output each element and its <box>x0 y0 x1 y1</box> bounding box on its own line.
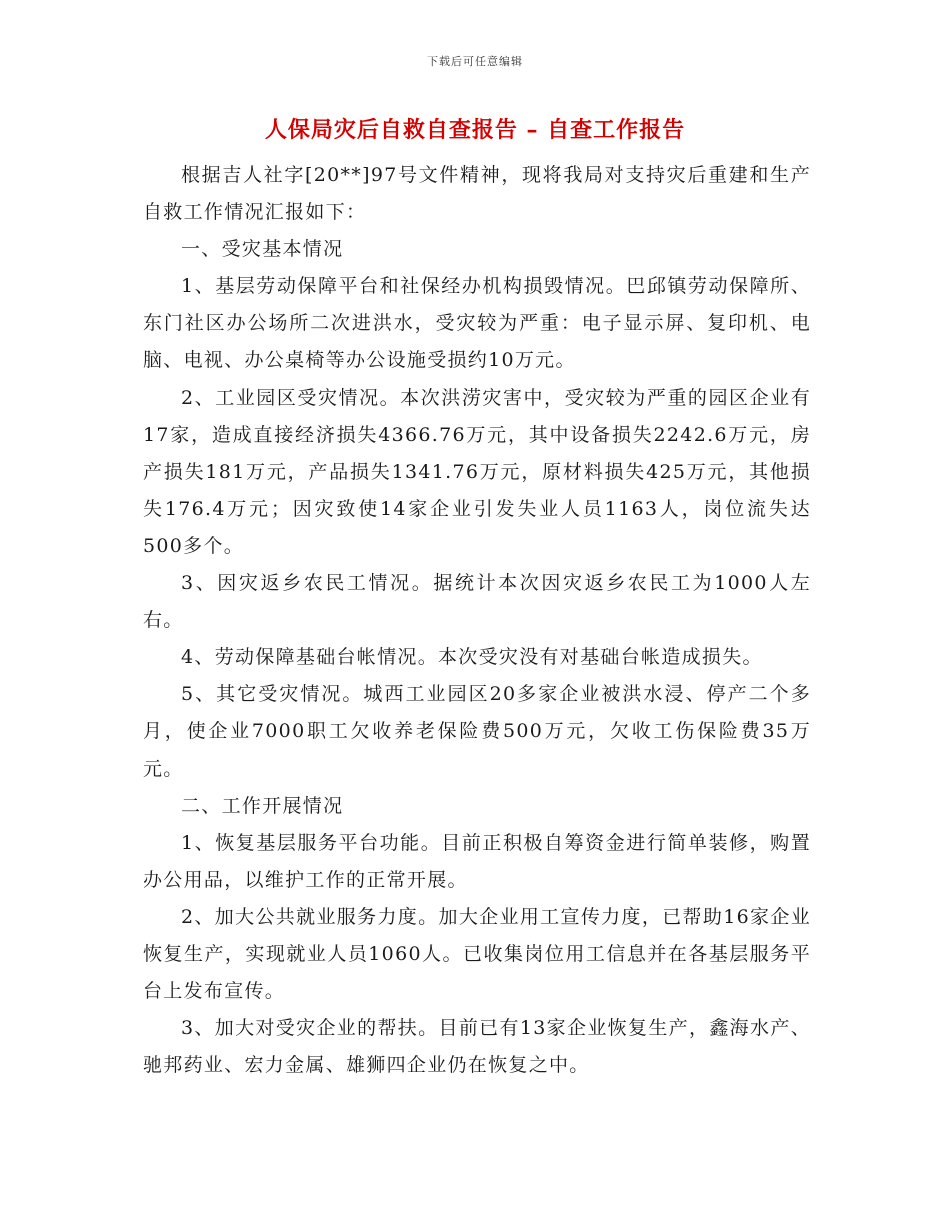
document-body <box>143 157 811 1084</box>
paragraph-work-item-3: 3、加大对受灾企业的帮扶。目前已有13家企业恢复生产，鑫海水产、驰邦药业、宏力金属、雄狮四企业仍在恢复之中。 <box>143 1017 811 1077</box>
paragraph-item-2: 2、工业园区受灾情况。本次洪涝灾害中，受灾较为严重的园区企业有17家，造成直接经济损失4366.76万元，其中设备损失2242.6万元，房产损失181万元，产品损失1341.76万元，原材料损失425万元，其他损失176.4万元；因灾致使14家企业引发失业人员1163人，岗位流失达500多个。 <box>143 386 811 557</box>
paragraph-work-item-1: 1、恢复基层服务平台功能。目前正积极自筹资金进行简单装修，购置办公用品，以维护工作的正常开展。 <box>143 831 811 891</box>
download-note: 下载后可任意编辑 <box>427 55 523 68</box>
paragraph-item-4: 4、劳动保障基础台帐情况。本次受灾没有对基础台帐造成损失。 <box>181 646 763 669</box>
section-heading-disaster-situation: 一、受灾基本情况 <box>181 238 344 261</box>
paragraph-work-item-2: 2、加大公共就业服务力度。加大企业用工宣传力度，已帮助16家企业恢复生产，实现就业人员1060人。已收集岗位用工信息并在各基层服务平台上发布宣传。 <box>143 905 811 1003</box>
paragraph-item-5: 5、其它受灾情况。城西工业园区20多家企业被洪水浸、停产二个多月，使企业7000职工欠收养老保险费500万元，欠收工伤保险费35万元。 <box>143 683 811 780</box>
document-title: 人保局灾后自救自查报告 – 自查工作报告 <box>264 117 686 143</box>
paragraph-intro: 根据吉人社字[20**]97号文件精神，现将我局对支持灾后重建和生产自救工作情况汇报如下： <box>143 164 811 224</box>
section-heading-work-progress: 二、工作开展情况 <box>181 794 344 817</box>
paragraph-item-3: 3、因灾返乡农民工情况。据统计本次因灾返乡农民工为1000人左右。 <box>143 572 811 632</box>
paragraph-item-1: 1、基层劳动保障平台和社保经办机构损毁情况。巴邱镇劳动保障所、东门社区办公场所二次进洪水，受灾较为严重：电子显示屏、复印机、电脑、电视、办公桌椅等办公设施受损约10万元。 <box>143 275 811 372</box>
